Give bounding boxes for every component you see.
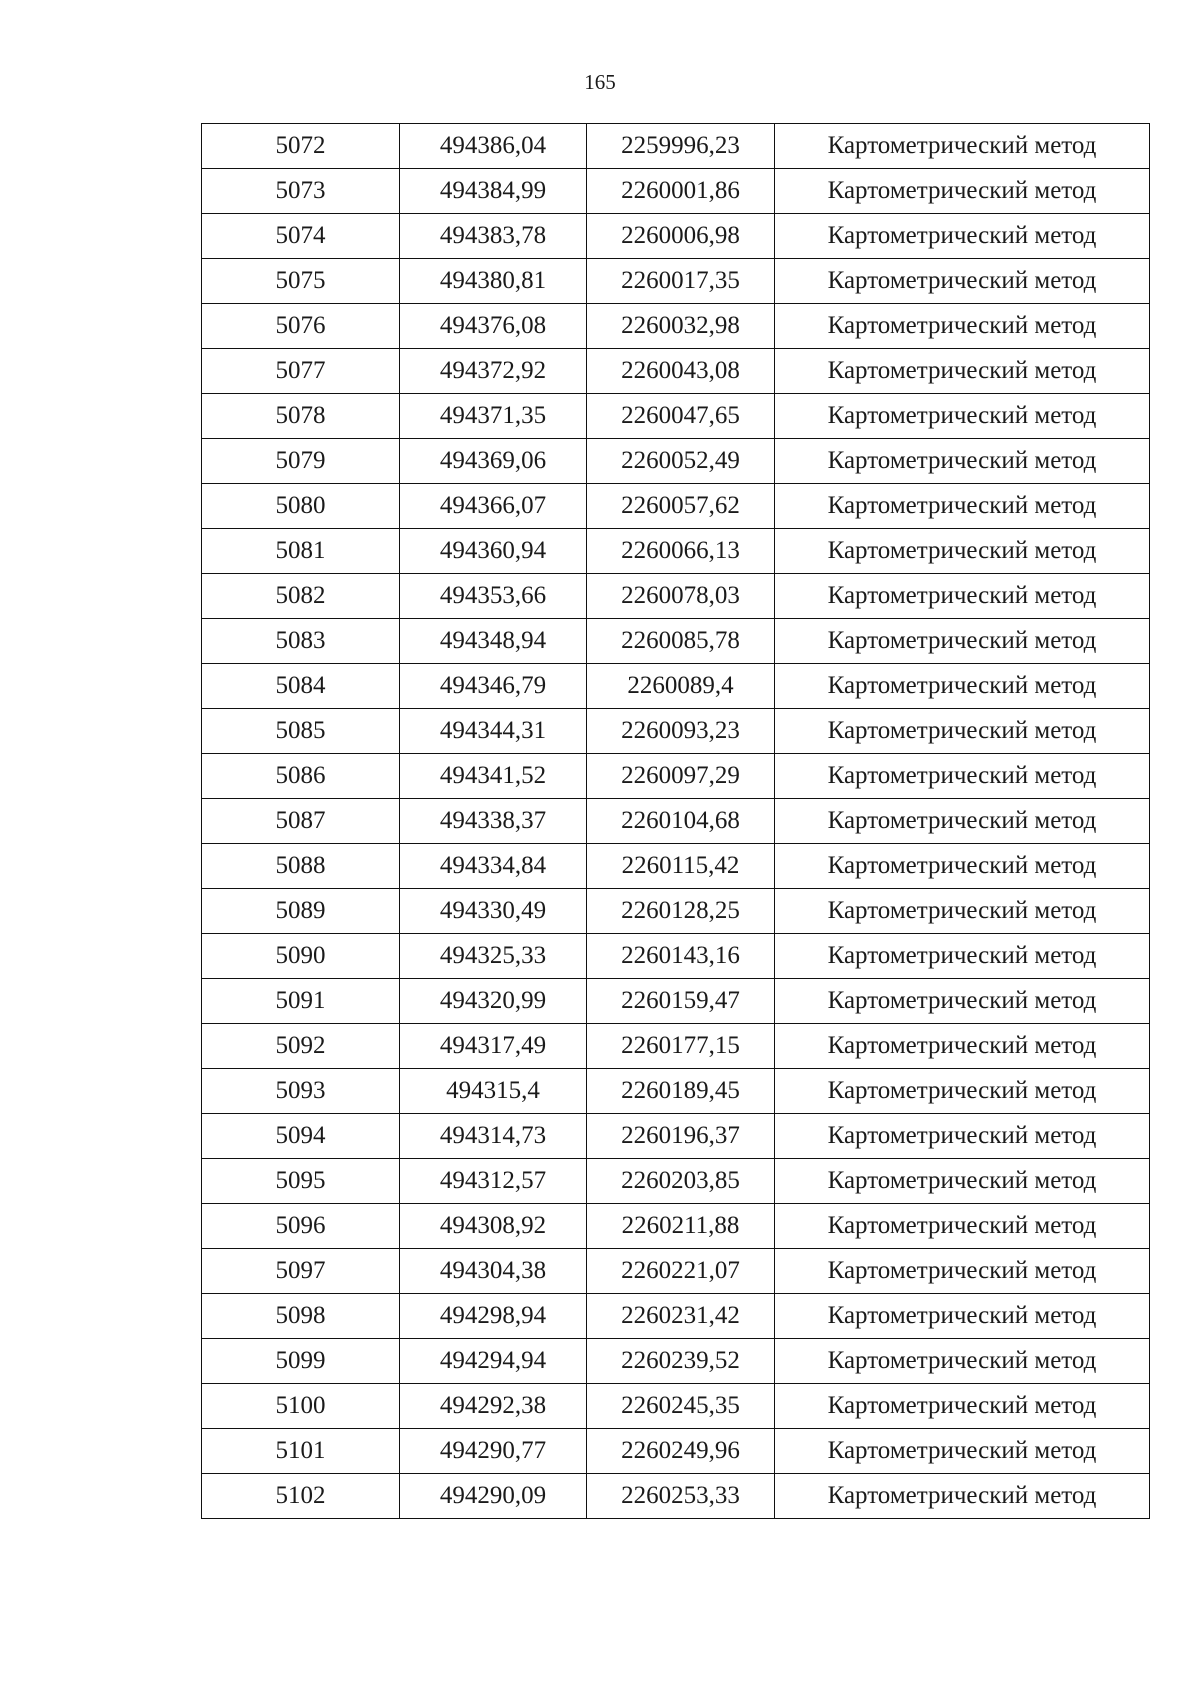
x-coordinate-cell: 494366,07 (400, 484, 587, 529)
point-number-cell: 5080 (202, 484, 400, 529)
y-coordinate-cell: 2260159,47 (587, 979, 775, 1024)
y-coordinate-cell: 2260097,29 (587, 754, 775, 799)
x-coordinate-cell: 494372,92 (400, 349, 587, 394)
x-coordinate-cell: 494315,4 (400, 1069, 587, 1114)
y-coordinate-cell: 2260143,16 (587, 934, 775, 979)
y-coordinate-cell: 2260078,03 (587, 574, 775, 619)
y-coordinate-cell: 2260047,65 (587, 394, 775, 439)
x-coordinate-cell: 494348,94 (400, 619, 587, 664)
point-number-cell: 5073 (202, 169, 400, 214)
method-cell: Картометрический метод (775, 799, 1150, 844)
x-coordinate-cell: 494304,38 (400, 1249, 587, 1294)
table-row (202, 124, 1150, 169)
y-coordinate-cell: 2260057,62 (587, 484, 775, 529)
point-number-cell: 5099 (202, 1339, 400, 1384)
table-row (202, 394, 1150, 439)
x-coordinate-cell: 494380,81 (400, 259, 587, 304)
point-number-cell: 5101 (202, 1429, 400, 1474)
point-number-cell: 5093 (202, 1069, 400, 1114)
point-number-cell: 5095 (202, 1159, 400, 1204)
method-cell: Картометрический метод (775, 1339, 1150, 1384)
x-coordinate-cell: 494298,94 (400, 1294, 587, 1339)
x-coordinate-cell: 494344,31 (400, 709, 587, 754)
x-coordinate-cell: 494290,77 (400, 1429, 587, 1474)
y-coordinate-cell: 2260093,23 (587, 709, 775, 754)
y-coordinate-cell: 2259996,23 (587, 124, 775, 169)
y-coordinate-cell: 2260189,45 (587, 1069, 775, 1114)
method-cell: Картометрический метод (775, 169, 1150, 214)
method-cell: Картометрический метод (775, 1159, 1150, 1204)
x-coordinate-cell: 494330,49 (400, 889, 587, 934)
table-row (202, 844, 1150, 889)
method-cell: Картометрический метод (775, 1384, 1150, 1429)
method-cell: Картометрический метод (775, 844, 1150, 889)
table-row (202, 709, 1150, 754)
method-cell: Картометрический метод (775, 1249, 1150, 1294)
method-cell: Картометрический метод (775, 709, 1150, 754)
x-coordinate-cell: 494317,49 (400, 1024, 587, 1069)
point-number-cell: 5102 (202, 1474, 400, 1519)
point-number-cell: 5097 (202, 1249, 400, 1294)
point-number-cell: 5081 (202, 529, 400, 574)
point-number-cell: 5091 (202, 979, 400, 1024)
x-coordinate-cell: 494371,35 (400, 394, 587, 439)
x-coordinate-cell: 494353,66 (400, 574, 587, 619)
y-coordinate-cell: 2260253,33 (587, 1474, 775, 1519)
y-coordinate-cell: 2260231,42 (587, 1294, 775, 1339)
method-cell: Картометрический метод (775, 214, 1150, 259)
x-coordinate-cell: 494290,09 (400, 1474, 587, 1519)
point-number-cell: 5072 (202, 124, 400, 169)
x-coordinate-cell: 494292,38 (400, 1384, 587, 1429)
table-row (202, 664, 1150, 709)
table-row (202, 169, 1150, 214)
method-cell: Картометрический метод (775, 304, 1150, 349)
table-row (202, 1429, 1150, 1474)
point-number-cell: 5096 (202, 1204, 400, 1249)
table-row (202, 1069, 1150, 1114)
method-cell: Картометрический метод (775, 349, 1150, 394)
x-coordinate-cell: 494369,06 (400, 439, 587, 484)
point-number-cell: 5094 (202, 1114, 400, 1159)
x-coordinate-cell: 494346,79 (400, 664, 587, 709)
table-row (202, 439, 1150, 484)
table-row (202, 1294, 1150, 1339)
table-row (202, 1159, 1150, 1204)
y-coordinate-cell: 2260104,68 (587, 799, 775, 844)
table-row (202, 934, 1150, 979)
point-number-cell: 5079 (202, 439, 400, 484)
x-coordinate-cell: 494308,92 (400, 1204, 587, 1249)
point-number-cell: 5082 (202, 574, 400, 619)
y-coordinate-cell: 2260203,85 (587, 1159, 775, 1204)
y-coordinate-cell: 2260052,49 (587, 439, 775, 484)
table-row (202, 1024, 1150, 1069)
point-number-cell: 5074 (202, 214, 400, 259)
x-coordinate-cell: 494383,78 (400, 214, 587, 259)
y-coordinate-cell: 2260245,35 (587, 1384, 775, 1429)
method-cell: Картометрический метод (775, 1429, 1150, 1474)
y-coordinate-cell: 2260089,4 (587, 664, 775, 709)
table-row (202, 754, 1150, 799)
coordinates-table-body (202, 124, 1150, 1519)
point-number-cell: 5085 (202, 709, 400, 754)
method-cell: Картометрический метод (775, 979, 1150, 1024)
table-row (202, 1384, 1150, 1429)
method-cell: Картометрический метод (775, 259, 1150, 304)
y-coordinate-cell: 2260115,42 (587, 844, 775, 889)
x-coordinate-cell: 494376,08 (400, 304, 587, 349)
point-number-cell: 5098 (202, 1294, 400, 1339)
point-number-cell: 5100 (202, 1384, 400, 1429)
method-cell: Картометрический метод (775, 754, 1150, 799)
table-row (202, 574, 1150, 619)
method-cell: Картометрический метод (775, 529, 1150, 574)
point-number-cell: 5077 (202, 349, 400, 394)
method-cell: Картометрический метод (775, 439, 1150, 484)
method-cell: Картометрический метод (775, 1204, 1150, 1249)
x-coordinate-cell: 494312,57 (400, 1159, 587, 1204)
x-coordinate-cell: 494320,99 (400, 979, 587, 1024)
table-row (202, 349, 1150, 394)
y-coordinate-cell: 2260085,78 (587, 619, 775, 664)
y-coordinate-cell: 2260249,96 (587, 1429, 775, 1474)
point-number-cell: 5086 (202, 754, 400, 799)
point-number-cell: 5078 (202, 394, 400, 439)
coordinates-table (201, 123, 1150, 1519)
method-cell: Картометрический метод (775, 619, 1150, 664)
y-coordinate-cell: 2260066,13 (587, 529, 775, 574)
table-row (202, 1114, 1150, 1159)
x-coordinate-cell: 494384,99 (400, 169, 587, 214)
page-number: 165 (584, 70, 616, 94)
method-cell: Картометрический метод (775, 1294, 1150, 1339)
method-cell: Картометрический метод (775, 1069, 1150, 1114)
method-cell: Картометрический метод (775, 1024, 1150, 1069)
x-coordinate-cell: 494294,94 (400, 1339, 587, 1384)
x-coordinate-cell: 494314,73 (400, 1114, 587, 1159)
table-row (202, 304, 1150, 349)
x-coordinate-cell: 494334,84 (400, 844, 587, 889)
point-number-cell: 5090 (202, 934, 400, 979)
point-number-cell: 5084 (202, 664, 400, 709)
method-cell: Картометрический метод (775, 574, 1150, 619)
x-coordinate-cell: 494325,33 (400, 934, 587, 979)
y-coordinate-cell: 2260032,98 (587, 304, 775, 349)
table-row (202, 1339, 1150, 1384)
method-cell: Картометрический метод (775, 664, 1150, 709)
method-cell: Картометрический метод (775, 484, 1150, 529)
y-coordinate-cell: 2260211,88 (587, 1204, 775, 1249)
x-coordinate-cell: 494341,52 (400, 754, 587, 799)
y-coordinate-cell: 2260177,15 (587, 1024, 775, 1069)
point-number-cell: 5075 (202, 259, 400, 304)
point-number-cell: 5076 (202, 304, 400, 349)
method-cell: Картометрический метод (775, 1114, 1150, 1159)
table-row (202, 889, 1150, 934)
method-cell: Картометрический метод (775, 124, 1150, 169)
table-row (202, 1249, 1150, 1294)
method-cell: Картометрический метод (775, 394, 1150, 439)
table-row (202, 619, 1150, 664)
x-coordinate-cell: 494338,37 (400, 799, 587, 844)
table-row (202, 259, 1150, 304)
y-coordinate-cell: 2260196,37 (587, 1114, 775, 1159)
point-number-cell: 5088 (202, 844, 400, 889)
y-coordinate-cell: 2260128,25 (587, 889, 775, 934)
point-number-cell: 5087 (202, 799, 400, 844)
y-coordinate-cell: 2260221,07 (587, 1249, 775, 1294)
table-row (202, 1204, 1150, 1249)
table-row (202, 529, 1150, 574)
method-cell: Картометрический метод (775, 1474, 1150, 1519)
point-number-cell: 5083 (202, 619, 400, 664)
table-row (202, 214, 1150, 259)
y-coordinate-cell: 2260017,35 (587, 259, 775, 304)
y-coordinate-cell: 2260006,98 (587, 214, 775, 259)
y-coordinate-cell: 2260001,86 (587, 169, 775, 214)
table-row (202, 1474, 1150, 1519)
y-coordinate-cell: 2260239,52 (587, 1339, 775, 1384)
table-row (202, 484, 1150, 529)
y-coordinate-cell: 2260043,08 (587, 349, 775, 394)
x-coordinate-cell: 494386,04 (400, 124, 587, 169)
x-coordinate-cell: 494360,94 (400, 529, 587, 574)
method-cell: Картометрический метод (775, 934, 1150, 979)
table-row (202, 979, 1150, 1024)
method-cell: Картометрический метод (775, 889, 1150, 934)
point-number-cell: 5089 (202, 889, 400, 934)
table-row (202, 799, 1150, 844)
point-number-cell: 5092 (202, 1024, 400, 1069)
